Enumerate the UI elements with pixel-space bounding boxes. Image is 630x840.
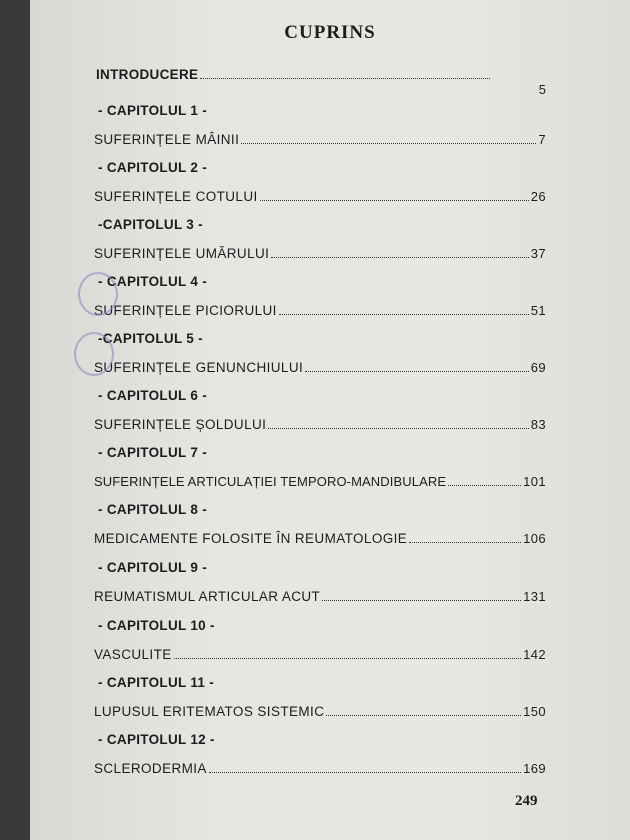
chapter-title: SUFERINȚELE ȘOLDULUI — [94, 417, 267, 432]
chapter-title: SUFERINȚELE GENUNCHIULUI — [94, 360, 304, 375]
chapter-entry — [94, 132, 546, 147]
dot-leader — [279, 314, 529, 315]
chapter-entry — [94, 417, 546, 432]
toc-chapter-1 — [94, 103, 546, 147]
chapter-entry — [94, 761, 546, 776]
chapter-heading: - CAPITOLUL 6 - — [98, 388, 208, 403]
chapter-page: 37 — [530, 246, 546, 261]
dot-leader — [326, 715, 521, 716]
dot-leader — [174, 658, 521, 659]
toc-chapter-12 — [94, 732, 546, 776]
chapter-heading: -CAPITOLUL 5 - — [98, 331, 203, 346]
chapter-heading: - CAPITOLUL 4 - — [98, 274, 208, 289]
chapter-heading: - CAPITOLUL 11 - — [98, 675, 215, 690]
chapter-page: 142 — [523, 647, 546, 662]
chapter-heading: - CAPITOLUL 9 - — [98, 560, 208, 575]
book-page — [30, 0, 630, 840]
page-title: CUPRINS — [284, 22, 376, 43]
toc-chapter-4 — [94, 274, 546, 318]
toc-chapter-5 — [94, 331, 546, 375]
chapter-page: 7 — [538, 132, 546, 147]
chapter-page: 51 — [530, 303, 546, 318]
chapter-page: 131 — [523, 589, 546, 604]
chapter-entry — [94, 303, 546, 318]
chapter-page: 83 — [530, 417, 546, 432]
chapter-title: LUPUSUL ERITEMATOS SISTEMIC — [94, 704, 325, 719]
chapter-page: 106 — [523, 531, 546, 546]
chapter-page: 26 — [530, 189, 546, 204]
page-number: 249 — [515, 793, 538, 809]
toc-chapter-9 — [94, 560, 546, 604]
dot-leader — [200, 78, 490, 79]
chapter-title: REUMATISMUL ARTICULAR ACUT — [94, 589, 321, 604]
chapter-page: 69 — [530, 360, 546, 375]
dot-leader — [260, 200, 529, 201]
chapter-title: SCLERODERMIA — [94, 761, 207, 776]
chapter-heading: - CAPITOLUL 8 - — [98, 502, 208, 517]
dot-leader — [241, 143, 536, 144]
chapter-entry — [94, 189, 546, 204]
chapter-heading: - CAPITOLUL 1 - — [98, 103, 208, 118]
chapter-title: SUFERINȚELE COTULUI — [94, 189, 258, 204]
chapter-title: SUFERINȚELE UMĂRULUI — [94, 246, 270, 261]
dot-leader — [268, 428, 528, 429]
dot-leader — [409, 542, 521, 543]
chapter-page: 101 — [523, 474, 546, 489]
chapter-title: VASCULITE — [94, 647, 172, 662]
chapter-page: 169 — [523, 761, 546, 776]
chapter-entry — [94, 360, 546, 375]
chapter-entry — [94, 589, 546, 604]
chapter-title: SUFERINȚELE ARTICULAȚIEI TEMPORO-MANDIBULARE — [94, 474, 447, 489]
intro-label: INTRODUCERE — [96, 67, 199, 82]
toc-chapter-8 — [94, 502, 546, 546]
chapter-title: SUFERINȚELE PICIORULUI — [94, 303, 277, 318]
dot-leader — [322, 600, 521, 601]
chapter-entry — [94, 531, 546, 546]
ink-circle-mark — [74, 332, 114, 376]
chapter-entry — [94, 647, 546, 662]
dot-leader — [209, 772, 521, 773]
chapter-heading: - CAPITOLUL 2 - — [98, 160, 208, 175]
chapter-heading: - CAPITOLUL 12 - — [98, 732, 215, 747]
intro-page: 5 — [538, 82, 546, 97]
toc-chapter-2 — [94, 160, 546, 204]
dot-leader — [271, 257, 528, 258]
toc-entry-intro — [96, 66, 546, 97]
dot-leader — [305, 371, 529, 372]
toc-chapter-11 — [94, 675, 546, 719]
ink-circle-mark — [78, 272, 118, 316]
chapter-entry — [94, 246, 546, 261]
chapter-title: MEDICAMENTE FOLOSITE ÎN REUMATOLOGIE — [94, 531, 408, 546]
chapter-entry — [94, 704, 546, 719]
chapter-page: 150 — [523, 704, 546, 719]
chapter-entry — [94, 474, 546, 489]
chapter-title: SUFERINȚELE MÂINII — [94, 132, 240, 147]
chapter-heading: - CAPITOLUL 10 - — [98, 618, 215, 633]
toc-chapter-7 — [94, 445, 546, 489]
dot-leader — [448, 485, 521, 486]
toc-chapter-10 — [94, 618, 546, 662]
toc-chapter-6 — [94, 388, 546, 432]
chapter-heading: - CAPITOLUL 7 - — [98, 445, 208, 460]
toc-chapter-3 — [94, 217, 546, 261]
chapter-heading: -CAPITOLUL 3 - — [98, 217, 203, 232]
